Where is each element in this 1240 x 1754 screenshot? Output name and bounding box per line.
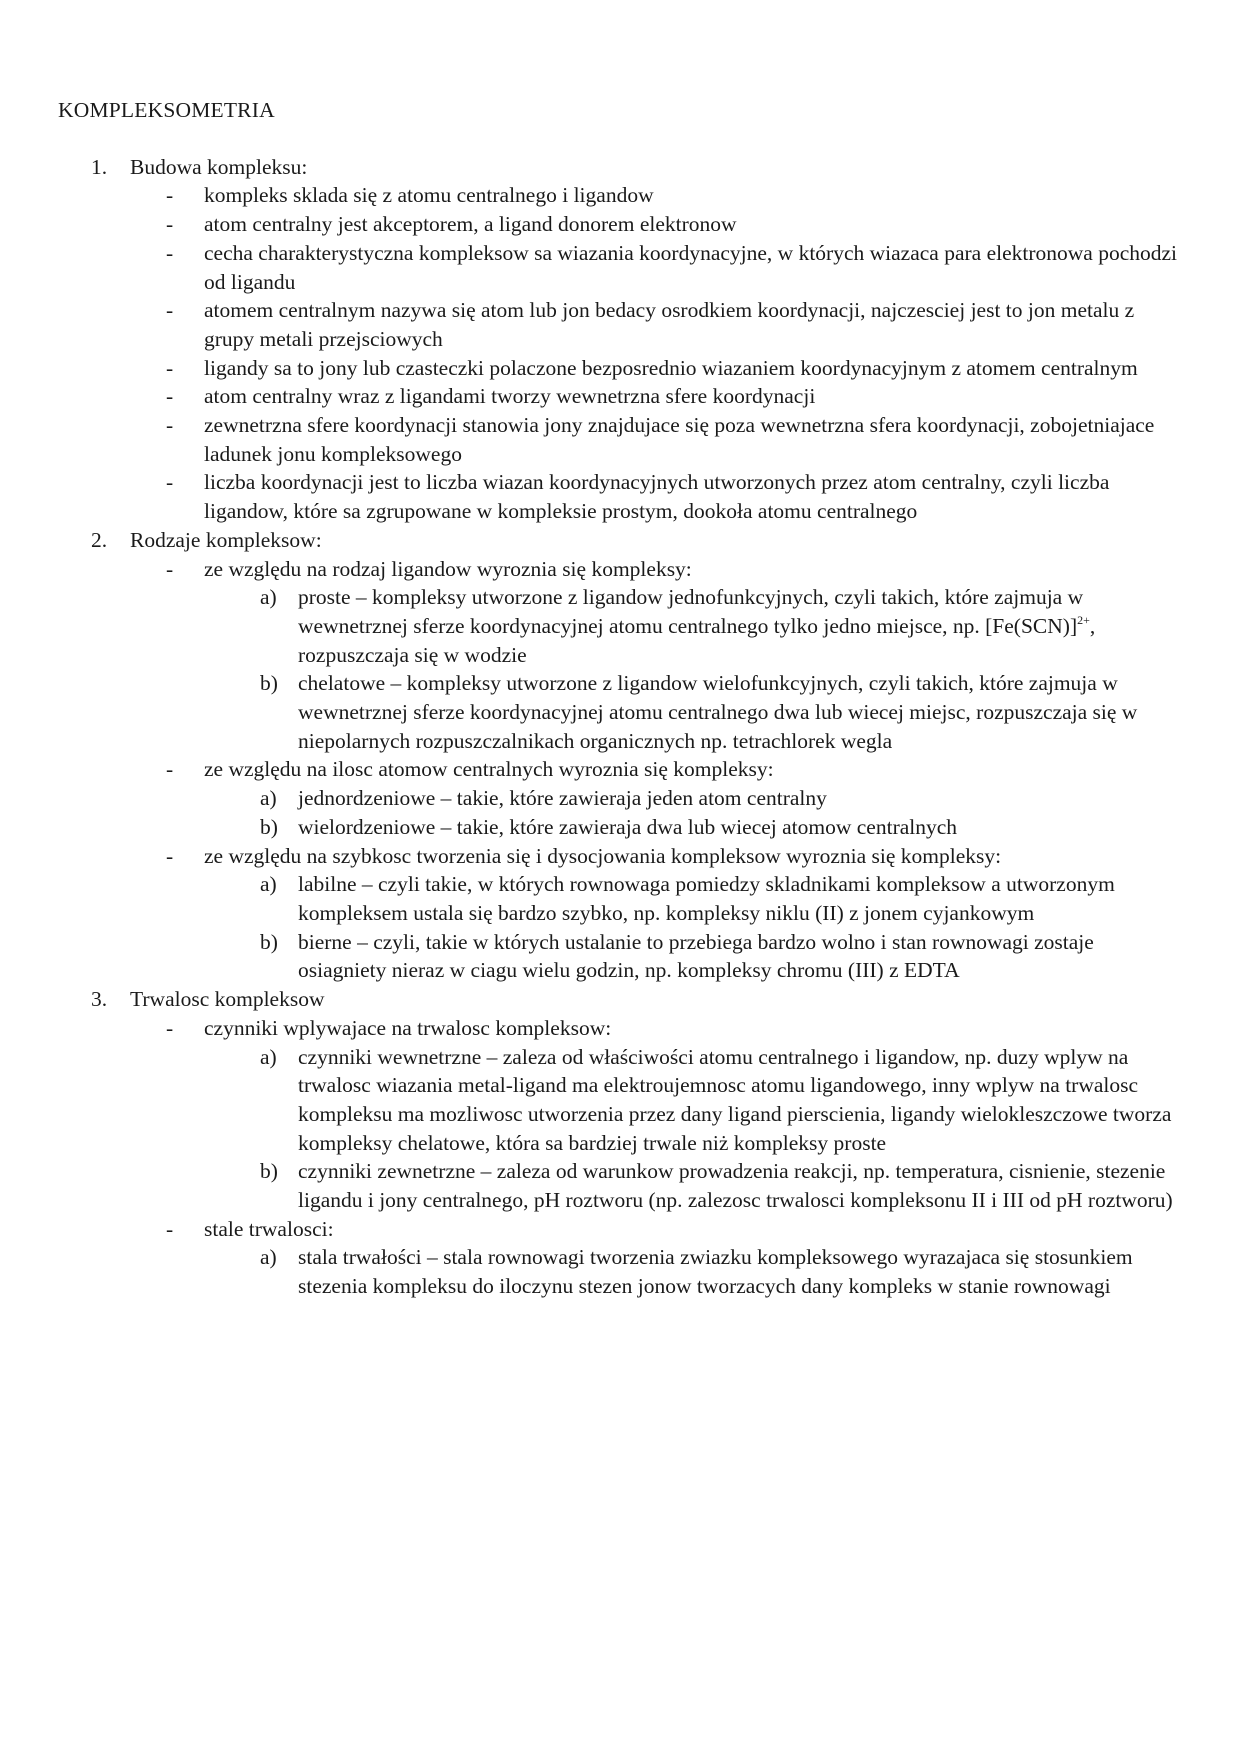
section-title: Rodzaje kompleksow: — [130, 527, 322, 552]
list-item-text: atom centralny jest akceptorem, a ligand donorem elektronow — [204, 212, 737, 237]
section-number: 3. — [91, 987, 108, 1012]
section-2 — [58, 526, 1180, 985]
letter-marker: b) — [260, 671, 278, 696]
list-item — [130, 181, 1180, 210]
list-item-text: liczba koordynacji jest to liczba wiazan koordynacyjnych utworzonych przez atom centralny, czyli liczba ligandow, które sa zgrupowane w kompleksie prostym, dookoła atomu centralnego — [204, 470, 1110, 524]
sub-list — [204, 1043, 1180, 1215]
list-item — [130, 755, 1180, 841]
letter-marker: a) — [260, 786, 277, 811]
list-item — [130, 842, 1180, 986]
section-list — [58, 153, 1180, 1301]
list-item-text: atom centralny wraz z ligandami tworzy wewnetrzna sfere koordynacji — [204, 384, 816, 409]
list-item — [130, 382, 1180, 411]
section-3 — [58, 985, 1180, 1301]
section-title: Trwalosc kompleksow — [130, 987, 325, 1012]
section-number: 2. — [91, 527, 108, 552]
dash-marker: - — [166, 384, 174, 409]
list-item-text: ze względu na ilosc atomow centralnych wyroznia się kompleksy: — [204, 757, 774, 782]
sub-item-text: czynniki wewnetrzne – zaleza od właściwości atomu centralnego i ligandow, np. duzy wplyw na trwalosc wiazania metal-ligand ma elektroujemnosc atomu ligandowego, inny wplyw na trwalosc kompleksu ma mozliwosc utworzenia przez dany ligand pierscienia, ligandy wielokleszczowe tworza kompleksy chelatowe, która sa bardziej trwale niż kompleksy proste — [298, 1044, 1172, 1155]
list-item — [130, 239, 1180, 296]
letter-marker: b) — [260, 929, 278, 954]
list-item-text: cecha charakterystyczna kompleksow sa wiazania koordynacyjne, w których wiazaca para elektronowa pochodzi od ligandu — [204, 240, 1178, 294]
dash-marker: - — [166, 1015, 174, 1040]
dash-marker: - — [166, 212, 174, 237]
list-item — [130, 411, 1180, 468]
sub-list-item — [204, 813, 1180, 842]
section-number: 1. — [91, 154, 108, 179]
sub-item-text: proste – kompleksy utworzone z ligandow jednofunkcyjnych, czyli takich, które zajmuja w wewnetrznej sferze koordynacyjnej atomu centralnego tylko jedno miejsce, np. [Fe(SCN)] — [298, 585, 1084, 638]
letter-marker: b) — [260, 1159, 278, 1184]
letter-marker: a) — [260, 1245, 277, 1270]
dash-marker: - — [166, 240, 174, 265]
sub-list-item — [204, 1157, 1180, 1214]
sub-list — [204, 870, 1180, 985]
sub-list — [204, 784, 1180, 841]
bullet-list — [130, 1014, 1180, 1301]
sub-list-item — [204, 669, 1180, 755]
letter-marker: a) — [260, 1044, 277, 1069]
charge-superscript: 2+ — [1077, 612, 1090, 627]
sub-item-text: jednordzeniowe – takie, które zawieraja jeden atom centralny — [298, 786, 827, 811]
list-item-text: ze względu na rodzaj ligandow wyroznia się kompleksy: — [204, 556, 692, 581]
dash-marker: - — [166, 183, 174, 208]
sub-item-text: stala trwałości – stala rownowagi tworzenia zwiazku kompleksowego wyrazajaca się stosunkiem stezenia kompleksu do iloczynu stezen jonow tworzacych dany kompleks w stanie rownowagi — [298, 1245, 1133, 1299]
list-item — [130, 1215, 1180, 1301]
sub-list — [204, 1243, 1180, 1300]
sub-list-item — [204, 928, 1180, 985]
list-item-text: czynniki wplywajace na trwalosc kompleksow: — [204, 1015, 612, 1040]
sub-list-item — [204, 870, 1180, 927]
list-item-text: ligandy sa to jony lub czasteczki polaczone bezposrednio wiazaniem koordynacyjnym z atomem centralnym — [204, 355, 1138, 380]
sub-item-text-continued: , rozpuszczaja się w wodzie — [298, 613, 1096, 667]
bullet-list — [130, 181, 1180, 525]
letter-marker: b) — [260, 814, 278, 839]
list-item — [130, 354, 1180, 383]
sub-item-text: wielordzeniowe – takie, które zawieraja dwa lub wiecej atomow centralnych — [298, 814, 958, 839]
letter-marker: a) — [260, 872, 277, 897]
sub-list-item — [204, 784, 1180, 813]
section-title: Budowa kompleksu: — [130, 154, 308, 179]
dash-marker: - — [166, 1216, 174, 1241]
sub-list-item — [204, 1243, 1180, 1300]
list-item-text: atomem centralnym nazywa się atom lub jon bedacy osrodkiem koordynacji, najczesciej jest to jon metalu z grupy metali przejsciowych — [204, 298, 1135, 351]
sub-item-text: chelatowe – kompleksy utworzone z ligandow wielofunkcyjnych, czyli takich, które zajmuja w wewnetrznej sferze koordynacyjnej atomu centralnego dwa lub wiecej miejsc, rozpuszczaja się w niepolarnych rozpuszczalnikach organicznych np. tetrachlorek wegla — [298, 671, 1138, 753]
list-item — [130, 296, 1180, 353]
list-item — [130, 468, 1180, 525]
sub-list — [204, 583, 1180, 755]
list-item-text: ze względu na szybkosc tworzenia się i dysocjowania kompleksow wyroznia się kompleksy: — [204, 843, 1002, 868]
list-item — [130, 210, 1180, 239]
letter-marker: a) — [260, 585, 277, 610]
dash-marker: - — [166, 355, 174, 380]
dash-marker: - — [166, 843, 174, 868]
document-title: KOMPLEKSOMETRIA — [58, 98, 275, 122]
list-item-text: kompleks sklada się z atomu centralnego i ligandow — [204, 183, 654, 208]
dash-marker: - — [166, 757, 174, 782]
list-item-text: stale trwalosci: — [204, 1216, 334, 1241]
sub-item-text: bierne – czyli, takie w których ustalanie to przebiega bardzo wolno i stan rownowagi zostaje osiagniety nieraz w ciagu wielu godzin, np. kompleksy chromu (III) z EDTA — [298, 929, 1094, 983]
sub-list-item — [204, 1043, 1180, 1158]
dash-marker: - — [166, 470, 174, 495]
dash-marker: - — [166, 413, 174, 438]
dash-marker: - — [166, 298, 174, 323]
bullet-list — [130, 555, 1180, 986]
list-item — [130, 555, 1180, 756]
section-1 — [58, 153, 1180, 526]
sub-item-text: labilne – czyli takie, w których rownowaga pomiedzy skladnikami kompleksow a utworzonym kompleksem ustala się bardzo szybko, np. kompleksy niklu (II) z jonem cyjankowym — [298, 872, 1115, 925]
sub-item-text: czynniki zewnetrzne – zaleza od warunkow prowadzenia reakcji, np. temperatura, cisnienie, stezenie ligandu i jony centralnego, pH roztworu (np. zalezosc trwalosci kompleksonu II i III od pH roztworu) — [298, 1159, 1173, 1213]
sub-list-item — [204, 583, 1180, 669]
list-item — [130, 1014, 1180, 1215]
dash-marker: - — [166, 556, 174, 581]
list-item-text: zewnetrzna sfere koordynacji stanowia jony znajdujace się poza wewnetrzna sfera koordynacji, zobojetniajace ladunek jonu kompleksowego — [204, 413, 1155, 466]
